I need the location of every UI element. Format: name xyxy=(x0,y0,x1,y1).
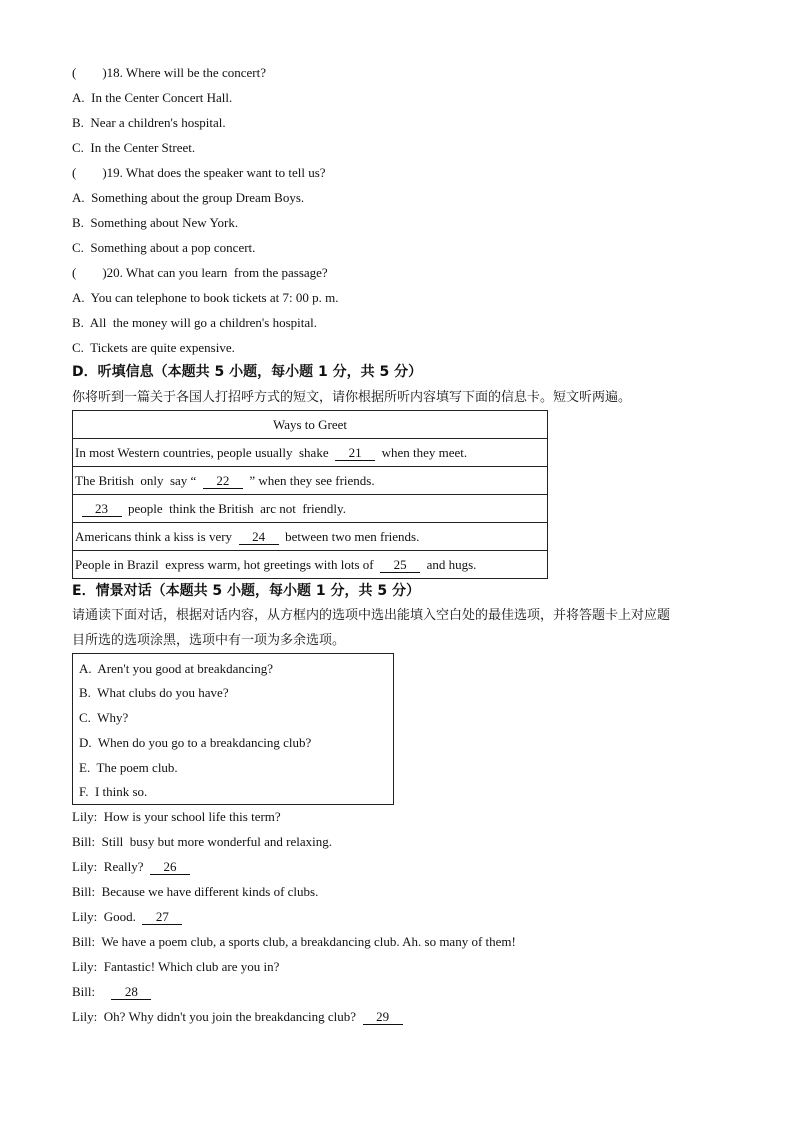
section-e-heading: E．情景对话（本题共 5 小题，每小题 1 分，共 5 分） xyxy=(72,583,421,599)
section-d-heading: D．听填信息（本题共 5 小题，每小题 1 分，共 5 分） xyxy=(72,364,423,380)
blank-24[interactable]: 24 xyxy=(239,530,279,545)
dialogue-line xyxy=(72,809,281,825)
option-19b: B. Something about New York. xyxy=(72,215,239,230)
question-19: ( )19. What does the speaker want to tell us? xyxy=(72,165,326,180)
dialogue-line xyxy=(72,984,151,1000)
cell-text: In most Western countries, people usually shake xyxy=(75,444,336,460)
cell-text: when they meet. xyxy=(375,444,468,460)
blank-22[interactable]: 22 xyxy=(203,474,243,489)
dialogue-line xyxy=(72,959,279,975)
options-box xyxy=(72,653,394,805)
table-row xyxy=(73,467,548,495)
option-e: E. The poem club. xyxy=(79,760,178,775)
dialogue-text: Bill: Because we have different kinds of clubs. xyxy=(72,884,319,899)
cell-text: ” when they see friends. xyxy=(242,472,375,488)
cell-text: People in Brazil express warm, hot greetings with lots of xyxy=(75,556,381,572)
section-d-instruction: 你将听到一篇关于各国人打招呼方式的短文，请你根据所听内容填写下面的信息卡。短文听两遍。 xyxy=(72,390,632,405)
dialogue-line xyxy=(72,834,332,850)
cell-text: and hugs. xyxy=(420,556,477,572)
dialogue-text: Bill: Still busy but more wonderful and relaxing. xyxy=(72,834,332,849)
blank-21[interactable]: 21 xyxy=(335,446,375,461)
dialogue-text: Lily: Oh? Why didn't you join the breakdancing club? xyxy=(72,1009,363,1024)
option-20a: A. You can telephone to book tickets at 7: 00 p. m. xyxy=(72,290,339,305)
section-e-instruction-1: 请通读下面对话，根据对话内容，从方框内的选项中选出能填入空白处的最佳选项，并将答题卡上对应题 xyxy=(72,608,671,623)
dialogue-text: Lily: Good. xyxy=(72,909,143,924)
option-18a: A. In the Center Concert Hall. xyxy=(72,90,233,105)
dialogue-text: Bill: We have a poem club, a sports club, a breakdancing club. Ah. so many of them! xyxy=(72,934,516,949)
section-e-instruction-2: 目所选的选项涂黑，选项中有一项为多余选项。 xyxy=(72,633,346,648)
question-18: ( )18. Where will be the concert? xyxy=(72,65,266,80)
table-title: Ways to Greet xyxy=(73,411,548,439)
option-f: F. I think so. xyxy=(79,784,148,799)
option-18c: C. In the Center Street. xyxy=(72,140,196,155)
option-b: B. What clubs do you have? xyxy=(79,685,229,700)
table-cell xyxy=(73,439,548,467)
option-18b: B. Near a children's hospital. xyxy=(72,115,226,130)
table-cell xyxy=(73,467,548,495)
blank-29[interactable]: 29 xyxy=(363,1010,403,1025)
option-a: A. Aren't you good at breakdancing? xyxy=(79,661,274,676)
table-row xyxy=(73,523,548,551)
table-row xyxy=(73,551,548,579)
blank-26[interactable]: 26 xyxy=(150,860,190,875)
dialogue-line xyxy=(72,934,516,950)
dialogue-text: Bill: xyxy=(72,984,112,999)
dialogue-text: Lily: Really? xyxy=(72,859,150,874)
table-cell xyxy=(73,551,548,579)
dialogue-line xyxy=(72,859,190,875)
table-row xyxy=(73,495,548,523)
blank-23[interactable]: 23 xyxy=(82,502,122,517)
option-19c: C. Something about a pop concert. xyxy=(72,240,256,255)
table-cell xyxy=(73,495,548,523)
dialogue-line xyxy=(72,884,318,900)
dialogue-text: Lily: Fantastic! Which club are you in? xyxy=(72,959,280,974)
blank-27[interactable]: 27 xyxy=(142,910,182,925)
option-d: D. When do you go to a breakdancing club? xyxy=(79,735,312,750)
info-card-table xyxy=(72,410,548,579)
dialogue-line xyxy=(72,909,182,925)
cell-text: Americans think a kiss is very xyxy=(75,528,239,544)
option-20b: B. All the money will go a children's hospital. xyxy=(72,315,317,330)
dialogue-text: Lily: How is your school life this term? xyxy=(72,809,281,824)
table-title-row xyxy=(73,411,548,439)
cell-text: The British only say “ xyxy=(75,472,203,488)
option-20c: C. Tickets are quite expensive. xyxy=(72,340,235,355)
blank-25[interactable]: 25 xyxy=(380,558,420,573)
table-row xyxy=(73,439,548,467)
question-20: ( )20. What can you learn from the passage? xyxy=(72,265,328,280)
blank-28[interactable]: 28 xyxy=(111,985,151,1000)
cell-text: people think the British arc not friendly. xyxy=(121,500,346,516)
cell-text: between two men friends. xyxy=(278,528,420,544)
option-19a: A. Something about the group Dream Boys. xyxy=(72,190,305,205)
option-c: C. Why? xyxy=(79,710,129,725)
table-cell xyxy=(73,523,548,551)
dialogue-line xyxy=(72,1009,403,1025)
